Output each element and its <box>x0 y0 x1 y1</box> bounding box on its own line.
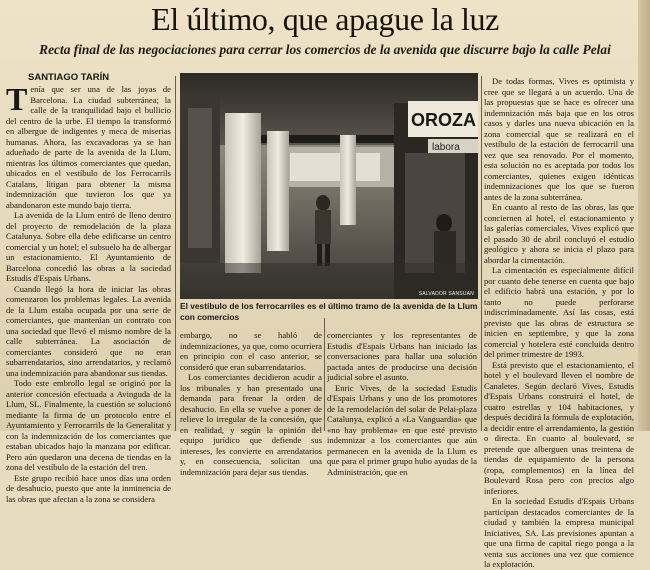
photo-credit: SALVADOR SANSUAN <box>418 291 474 297</box>
svg-text:OROZA: OROZA <box>411 110 476 130</box>
svg-text:labora: labora <box>432 142 460 153</box>
photo-caption: El vestíbulo de los ferrocarriles es el último tramo de la avenida de la Llum con comercios <box>180 301 478 322</box>
byline: SANTIAGO TARÍN <box>28 72 110 83</box>
paragraph: Los comerciantes decidieron acudir a los tribunales y han presentado una demanda para frenar la orden de desahucio. En ella se vuelve a poner de relieve lo irregular de la concesión, que en realidad, y según la opinión del equipo jurídico que defiende sus intereses, les convierte en arrendatarios y, en consecuencia, solicitan una indemnización para dejar sus tiendas. <box>180 372 322 477</box>
paragraph: embargo, no se habló de indemnizaciones, ya que, como ocurriera en principio con el caso anterior, se consideró que eran subarrendatarios. <box>180 330 322 372</box>
headline: El último, que apague la luz <box>151 1 499 37</box>
paragraph: En cuanto al resto de las obras, las que conciernen al hotel, el estacionamiento y las galerías comerciales, Vives explicó que el pasado 30 de abril concluyó el estudio geológico y ahora se inicia el plazo para abordar la cimentación. <box>484 202 634 265</box>
column-divider <box>481 76 482 431</box>
paragraph: Este grupo recibió hace unos días una orden de desahucio, puesto que ante la inminencia de las obras que afectan a la zona se considera <box>6 472 171 504</box>
subheadline: Recta final de las negociaciones para cerrar los comercios de la avenida que discurre bajo la calle Pelai <box>39 42 611 57</box>
paragraph: Enric Vives, de la sociedad Estudis d'Espais Urbans y uno de los promotores de la remodelación del solar de Pelai-plaza Catalunya, explicó a «La Vanguardia» que «no hay problema» en que esté previsto indemnizar a los comerciantes que aún permanecen en la avenida de la Llum es que para el primer grupo hubo ayudas de la Administración, que en <box>327 382 477 477</box>
article-column-3 <box>327 330 477 477</box>
column-divider <box>175 76 176 431</box>
paragraph: Todo este embrollo legal se originó por la anterior concesión efectuada a Avinguda de la Llum, SL. Finalmente, la cuestión se solucionó mediante la firma de un protocolo entre el Ayuntamiento y Ferrocarrils de la Generalitat y con la indemnización de los comerciantes que estaban ubicados bajo la manzana por edificar. Pero aún quedaron una decena de tiendas en la zona del vestíbulo de la estación del tren. <box>6 378 171 472</box>
paragraph: Cuando llegó la hora de iniciar las obras comenzaron los problemas legales. La avenida de la Llum estaba ocupada por una serie de comerciantes, que mantenían un contrato con una sociedad que llevó el mismo nombre de la calle subterránea. La asociación de comerciantes consideró que no eran subarrendatarios, sino arrendatarios, y reclamó una indemnización para abandonar sus tiendas. <box>6 283 171 378</box>
column-divider <box>324 318 325 431</box>
paragraph: comerciantes y los representantes de Estudis d'Espais Urbans han iniciado las conversaciones para hallar una solución pactada antes de producirse una decisión judicial sobre el asunto. <box>327 330 477 382</box>
drop-cap: T <box>6 81 28 117</box>
paragraph: La avenida de la Llum entró de lleno dentro del proyecto de remodelación de la plaza Catalunya. Sobre ella debe edificarse un centro comercial y un hotel; el subsuelo ha de albergar un estacionamiento. El Ayuntamiento de Barcelona concedió las obras a la sociedad Estudis d'Espais Urbans. <box>6 210 171 283</box>
article-column-1 <box>6 81 171 504</box>
paragraph: Está previsto que el estacionamiento, el hotel y el boulevard lleven el nombre de Canaletes. Según declaró Vives, Estudis d'Espais Urbans construirá el hotel, de cuatro estrellas y 104 habitaciones, y después decidirá la fórmula de explotación, a decidir entre el arrendamiento, la gestión o directa. En cuanto al boulevard, se pretende que alberguen unas treintena de tiendas de equipamiento de la persona (ropa, complementos) en la línea del Boulevard Rosa pero con precios algo inferiores. <box>484 359 634 496</box>
article-column-4 <box>484 76 634 569</box>
article-column-2 <box>180 330 322 477</box>
paragraph: En la sociedad Estudis d'Espais Urbans participan destacados comerciantes de la ciudad y también la empresa municipal Iniciatives, SA. Las previsiones apuntan a que una firma de capital riego ponga a la venta sus acciones una vez que comience la explotación. <box>484 496 634 569</box>
paragraph <box>6 81 171 210</box>
paragraph: De todas formas, Vives es optimista y cree que se llegará a un acuerdo. Una de las propuestas que se hace es ofrecer una indemnización más baja que en los otros casos y darles una nueva ubicación en la zona comercial que se realizará en el vestíbulo de la estación de ferrocarril una vez que sea renovado. Por el momento, esta solución no es aceptada por todos los comerciantes, quienes exigen idénticas indemnizaciones que los que se fueron antes de la zona subterránea. <box>484 76 634 202</box>
metro-vestibule-photo <box>180 73 478 299</box>
article-photo <box>180 73 478 299</box>
page-edge <box>638 0 650 431</box>
paragraph: La cimentación es especialmente difícil por cuanto debe tenerse en cuenta que bajo el edificio habrá una estación, y por lo tanto no puede perforarse indiscriminadamente. Así las cosas, está previsto que las obras de estructura se inicien en septiembre, y que la zona comercial y hotelera esté concluida dentro del primer trimestre de 1993. <box>484 265 634 359</box>
paragraph-text: enía que ser una de las joyas de Barcelona. La ciudad subterránea; la calle de la tranquilidad bajo el bullicio del centro de la urbe. El tiempo la transformó en albergue de indigentes y meca de miserias humanas. Ahora, las excavadoras ya se han adueñado de parte de la avenida de la Llum, mientras los últimos comerciantes que quedan, ubicados en el vestíbulo de los Ferrocarrils Catalans, litigan para obtener la misma indemnización que tuvieron los que ya abandonaron este mundo bajo tierra. <box>6 84 171 210</box>
